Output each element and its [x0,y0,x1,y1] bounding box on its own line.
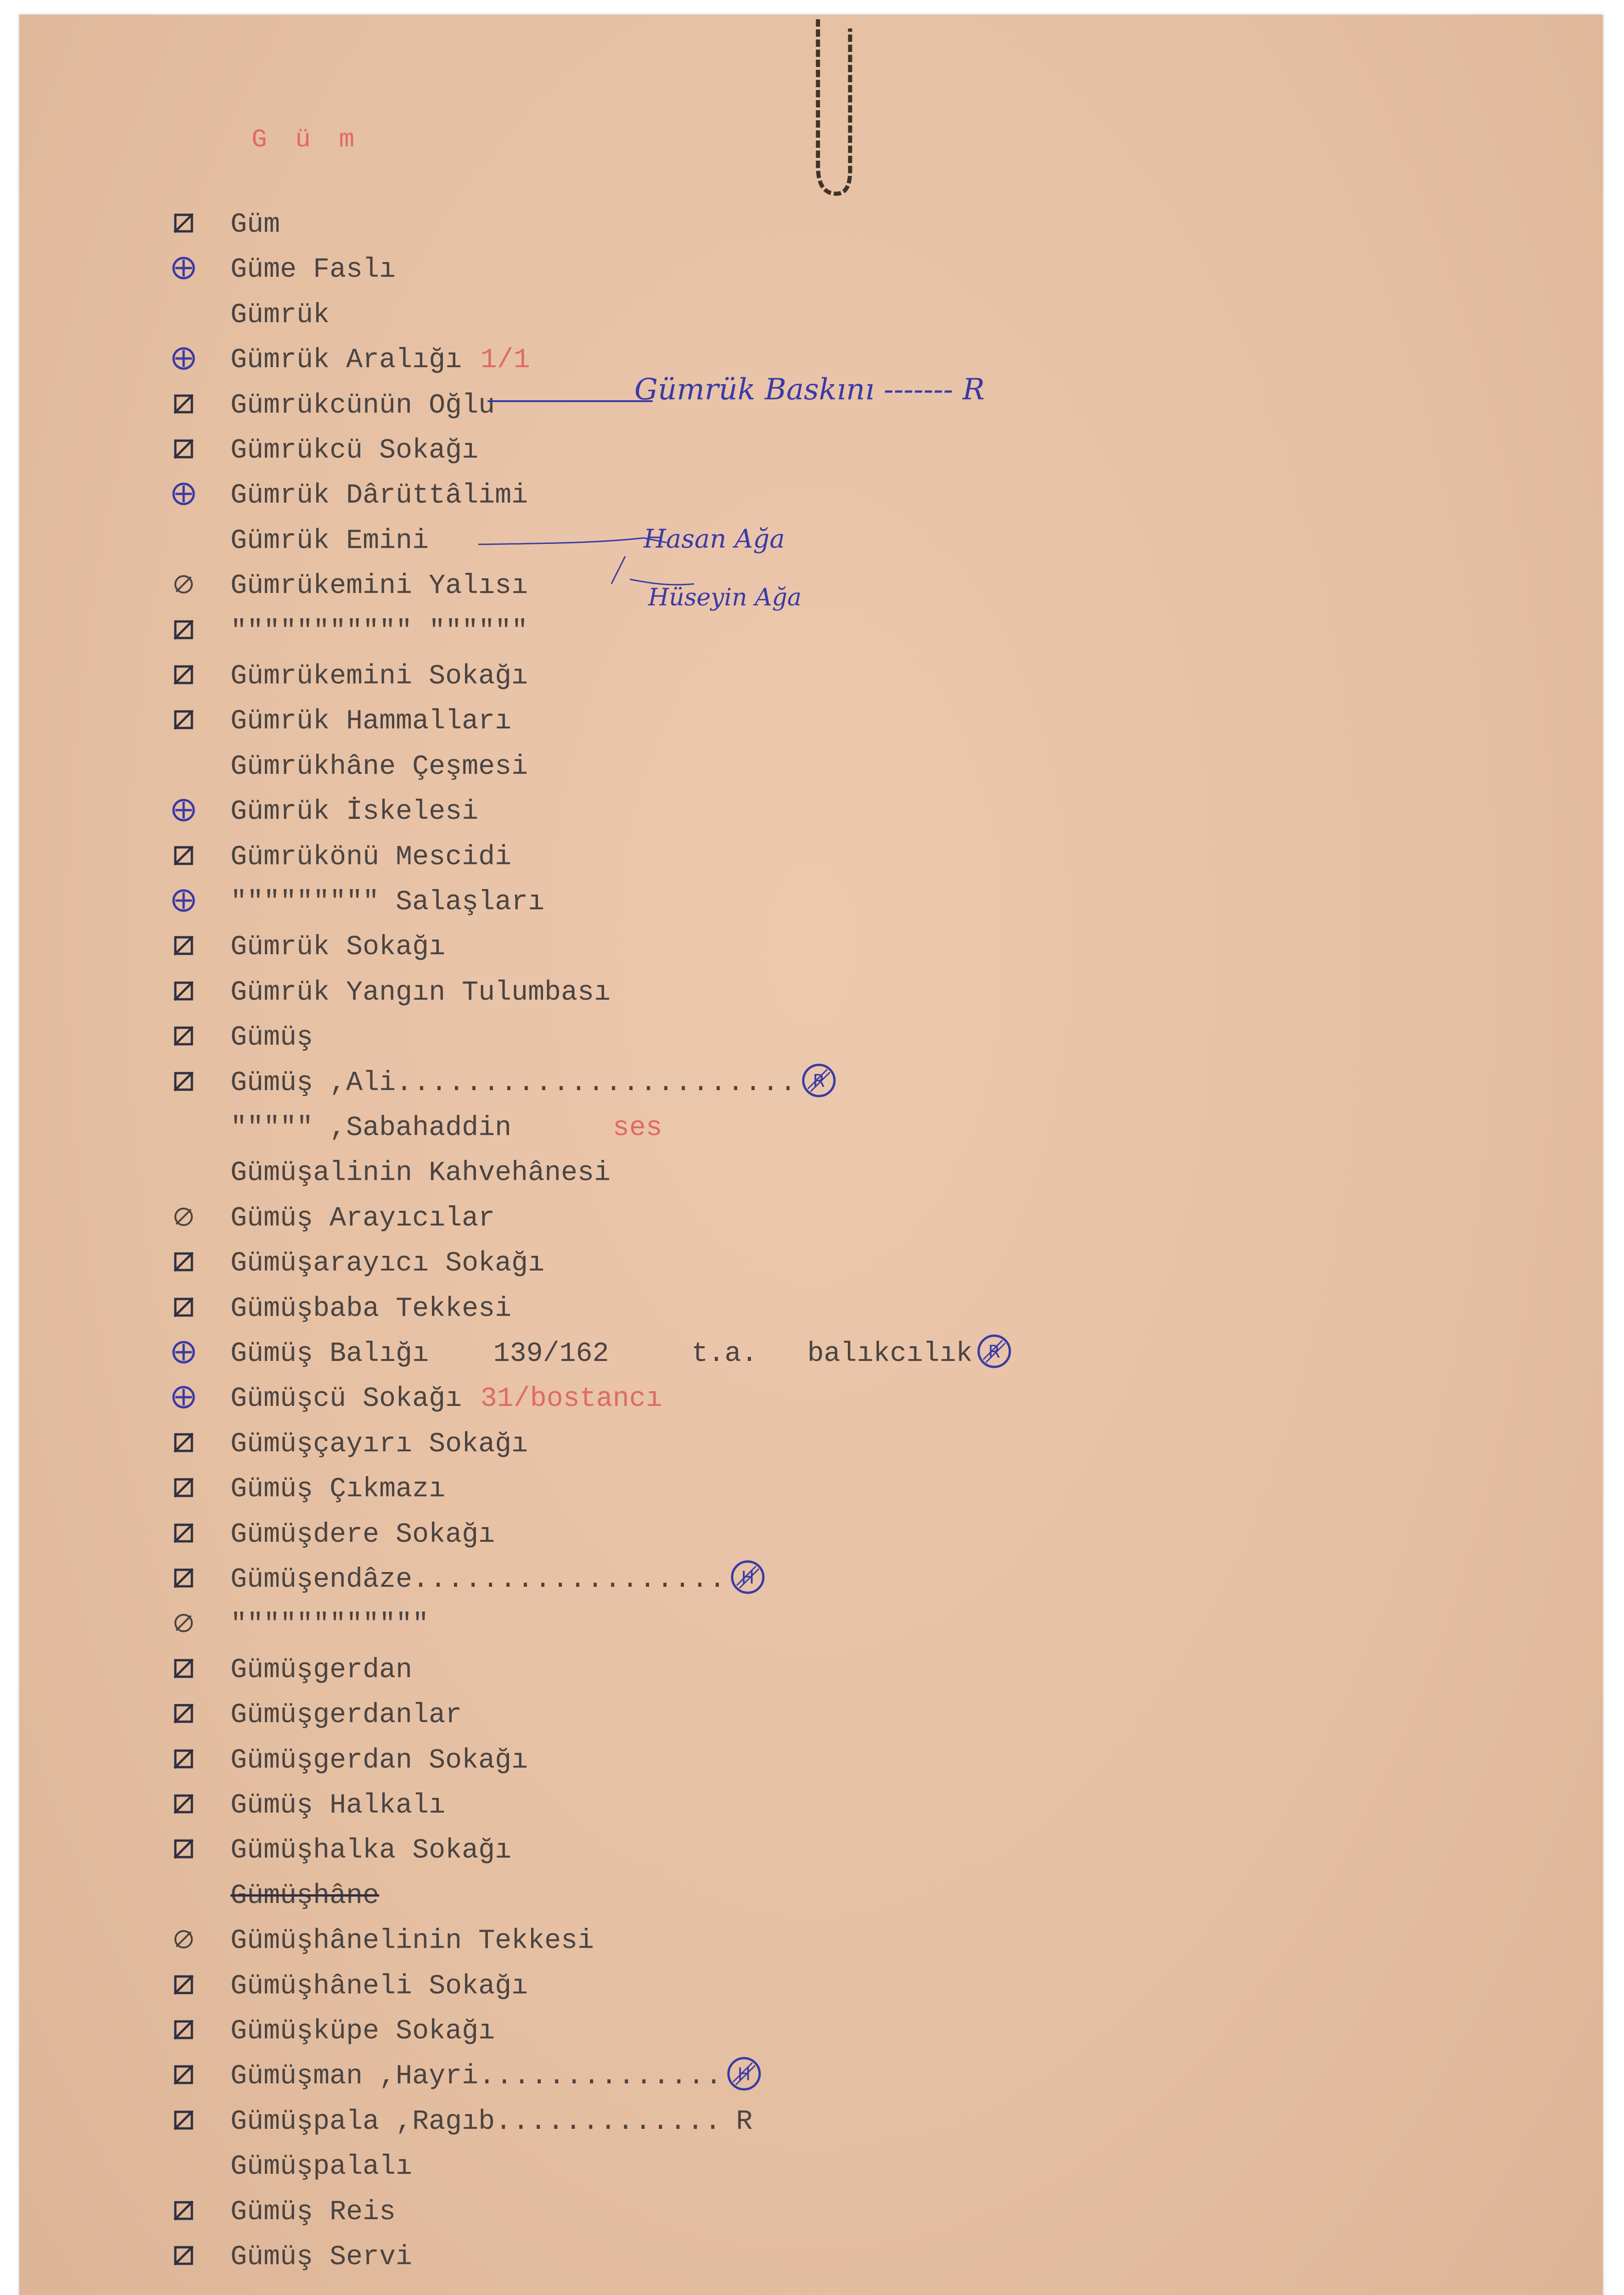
entry-text: Gümüşküpe Sokağı [230,2016,495,2047]
struck-square-icon [171,1249,196,1275]
struck-circle-icon [171,571,196,597]
struck-square-icon [171,1069,196,1094]
entry-text: Gümüşbaba Tekkesi [230,1293,512,1325]
list-item [19,926,1580,968]
entry-text: Gümrük Sokağı [230,932,446,963]
list-item [19,881,1580,923]
entry-text: Gümüşalinin Kahvehânesi [230,1158,611,1189]
handwritten-huseyin-aga: Hüseyin Ağa [648,584,802,611]
list-item [19,1333,1580,1374]
leader-dots: ............. [495,2106,722,2138]
entry-text: Gümüşgerdanlar [230,1700,462,1731]
list-item [19,2101,1580,2142]
struck-square-icon [171,2107,196,2133]
red-note: 1/1 [480,345,530,376]
entry-text: Gümüşhalka Sokağı [230,1835,512,1867]
circle-plus-icon [171,1384,196,1410]
list-item [19,972,1580,1013]
struck-square-icon [171,1475,196,1500]
struck-square-icon [171,1701,196,1726]
list-item [19,1288,1580,1329]
svg-text:R: R [812,1070,825,1091]
entry-text: """"" ,Sabahaddin [230,1113,512,1144]
struck-square-icon [171,1023,196,1049]
list-item [19,1243,1580,1284]
entry-text: Gümüşendâze [230,1564,413,1595]
struck-circle-icon [171,1204,196,1230]
entry-text: Gümüş Halkalı [230,1790,446,1821]
struck-square-icon [171,2243,196,2268]
struck-square-icon [171,391,196,417]
leader-dots: .............. [478,2061,723,2093]
list-item [19,1559,1580,1600]
svg-text:H: H [738,2064,751,2085]
circled-stamp-icon [726,2055,762,2094]
entry-text: Gümrük Yangın Tulumbası [230,977,611,1008]
list-item [19,1785,1580,1826]
leader-dots: .................. [412,1564,727,1595]
entry-text: Gümrükemini Sokağı [230,661,528,692]
struck-square-icon [171,1746,196,1772]
entry-text: Gümüş ,Ali [230,1067,396,1099]
struck-square-icon [171,707,196,733]
circle-plus-icon [171,481,196,507]
entry-text: Gümüşarayıcı Sokağı [230,1248,545,1280]
list-item [19,294,1580,336]
circled-stamp-icon [976,1333,1013,1372]
entry-text: Gümrükemini Yalısı [230,571,528,602]
list-item [19,1378,1580,1419]
list-item [19,249,1580,290]
entry-text: Gümrükhâne Çeşmesi [230,751,528,783]
list-item [19,1875,1580,1916]
list-item [19,2055,1580,2097]
entry-text: Gümüşman ,Hayri [230,2061,479,2093]
list-item [19,2010,1580,2052]
circle-plus-icon [171,1339,196,1365]
red-note: 31/bostancı [480,1383,662,1415]
list-item [19,746,1580,787]
entry-text: Gümüşgerdan Sokağı [230,1745,528,1776]
struck-square-icon [171,1430,196,1455]
entry-text: Gümüş Balığı [230,1338,429,1370]
list-item [19,1198,1580,1239]
struck-square-icon [171,1520,196,1546]
struck-square-icon [171,436,196,462]
entry-text: Gümüş Reis [230,2196,396,2228]
list-item [19,1740,1580,1781]
list-item [19,1017,1580,1058]
struck-square-icon [171,2062,196,2088]
handwritten-gumruk-baskini: Gümrük Baskını ------- R [634,373,985,407]
struck-circle-icon [171,1610,196,1636]
list-item [19,1423,1580,1465]
entry-text: """"""""""" """""" [230,616,528,647]
circled-stamp-icon [729,1559,766,1598]
list-item [19,655,1580,697]
list-item [19,1514,1580,1555]
list-item [19,1604,1580,1645]
struck-square-icon [171,1972,196,1998]
list-item [19,1920,1580,1961]
entry-text: Gümrükcü Sokağı [230,435,479,466]
struck-square-icon [171,617,196,643]
page-title: G ü m [252,125,361,154]
handwritten-hasan-aga: Hasan Ağa [644,524,785,554]
entry-text: Gümrük İskelesi [230,796,479,828]
circle-plus-icon [171,255,196,281]
struck-square-icon [171,843,196,868]
struck-square-icon [171,1836,196,1862]
entry-text: Gümüşhâne [230,1880,380,1912]
svg-text:H: H [741,1567,755,1588]
struck-square-icon [171,662,196,688]
list-item [19,2236,1580,2278]
list-item [19,1062,1580,1103]
entry-text: Gümüşgerdan [230,1654,413,1686]
entry-text: Gümrük Emini [230,525,429,557]
entry-text: Gümrükcünün Oğlu [230,390,495,421]
circle-plus-icon [171,346,196,371]
struck-square-icon [171,933,196,958]
list-item [19,1649,1580,1690]
entry-text: Gümüş Servi [230,2242,413,2273]
struck-square-icon [171,1294,196,1320]
struck-square-icon [171,978,196,1004]
list-item [19,1694,1580,1735]
document-page [19,15,1603,2295]
struck-square-icon [171,1565,196,1591]
struck-square-icon [171,2198,196,2223]
struck-square-icon [171,210,196,236]
list-item [19,1107,1580,1148]
struck-square-icon [171,1656,196,1681]
circle-plus-icon [171,888,196,913]
list-item [19,700,1580,742]
entry-text: Gümüşpalalı [230,2151,413,2183]
entry-text: """""""""""" [230,1609,429,1641]
list-item [19,1965,1580,2007]
list-item [19,1830,1580,1871]
entry-text: Gümüşçayırı Sokağı [230,1428,528,1460]
entry-text: Gümüş Çıkmazı [230,1474,446,1506]
list-item [19,1468,1580,1510]
list-item [19,791,1580,832]
struck-circle-icon [171,1926,196,1952]
entry-text: Gümüşhâneli Sokağı [230,1970,528,2002]
entry-text: Güm [230,209,280,241]
entry-extra: 139/162 t.a. balıkcılık [493,1338,973,1370]
entry-text: """"""""" Salaşları [230,887,545,918]
entry-text: Gümüş Arayıcılar [230,1203,495,1234]
entry-text: Gümrük Aralığı [230,345,462,376]
red-note: ses [612,1113,662,1144]
struck-square-icon [171,2017,196,2043]
list-item [19,2191,1580,2233]
list-item [19,1152,1580,1193]
entry-text: Gümrükönü Mescidi [230,841,512,873]
svg-text:R: R [988,1342,1001,1362]
entry-text: Gümüşhânelinin Tekkesi [230,1926,594,1957]
entry-suffix: R [736,2106,753,2138]
leader-dots: ....................... [396,1067,797,1099]
entry-text: Gümüş [230,1022,314,1054]
entry-text: Gümüşpala ,Ragıb [230,2106,495,2138]
paper-clip-icon [795,15,859,207]
circled-stamp-icon [801,1062,837,1101]
entry-text: Güme Faslı [230,254,396,286]
entry-text: Gümrük [230,299,330,331]
entry-text: Gümrük Dârüttâlimi [230,480,528,512]
entry-text: Gümrük Hammalları [230,706,512,738]
list-item [19,2146,1580,2187]
entry-text: Gümüşcü Sokağı [230,1383,462,1415]
list-item [19,204,1580,245]
entry-text: Gümüşdere Sokağı [230,1519,495,1551]
struck-square-icon [171,1791,196,1817]
circle-plus-icon [171,797,196,823]
list-item [19,836,1580,878]
